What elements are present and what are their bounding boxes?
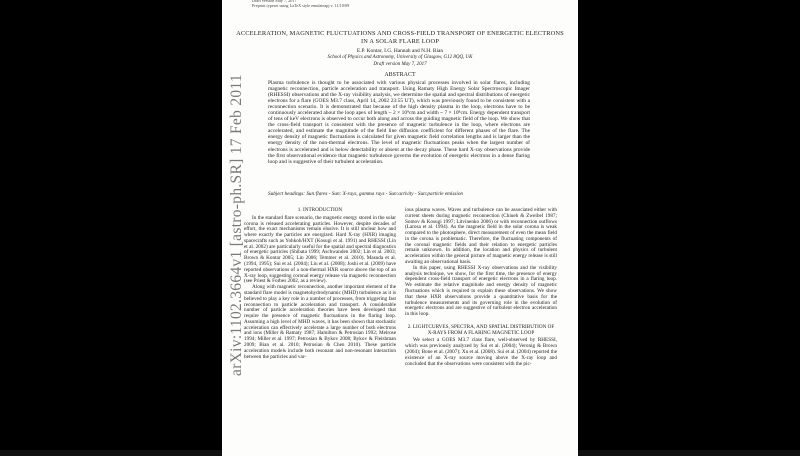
abstract-heading: ABSTRACT — [384, 72, 416, 78]
right-black-margin — [578, 0, 800, 450]
section-heading-lightcurves: 2. LIGHTCURVES, SPECTRA, AND SPATIAL DISTRIBUTION OF X-RAYS FROM A FLARING MAGNETIC LOOP — [407, 323, 555, 336]
preprint-style-line: Preprint typeset using LaTeX style emulateapj v. 11/10/09 — [252, 3, 350, 8]
paragraph: ious plasma waves. Waves and turbulence can be associated either with current sheets during magnetic reconnection (Chiueh & Zweibel 1987; Somov & Kosugi 1997; Litvinenko 2006) or with reconnection outflows (Larosa et al. 1994). As the magnetic field in the solar corona is weak compared to the photosphere, direct measurement of even the mean field in the corona is problematic. Therefore, the fluctuating components of the coronal magnetic fields and their relation to energetic particles remain unknown. In addition, the location and physics of turbulent acceleration within the general picture of magnetic energy release is still awaiting an observational basis. — [405, 207, 557, 266]
preprint-header — [252, 0, 349, 8]
paper-title: ACCELERATION, MAGNETIC FLUCTUATIONS AND CROSS-FIELD TRANSPORT OF ENERGETIC ELECTRONS IN A SOLAR FLARE LOOP — [236, 30, 564, 45]
paragraph: We select a GOES M3.7 class flare, well-observed by RHESSI, which was previously analyzed by Sui et al. (2004); Veronig & Brown (2004); Bone et al. (2007); Xu et al. (2008). Sui et al. (2004) reported the existence of an X-ray source moving above the X-ray loop and concluded that the observations were consistent with the pic- — [405, 337, 557, 367]
right-column — [405, 208, 557, 367]
author-affiliation: School of Physics and Astronomy, University of Glasgow, G12 8QQ, UK — [327, 55, 473, 60]
paper-page — [222, 0, 578, 456]
section-heading-introduction: 1. INTRODUCTION — [297, 207, 343, 213]
paragraph: In this paper, using RHESSI X-ray observations and the visibility analysis technique, we show, for the first time, the presence of energy dependent cross-field transport of energetic electrons in a flaring loop. We estimate the relative magnitude and energy density of magnetic fluctuations which is required to explain these observations. We show that these HXR observations provide a quantitative basis for the turbulence measurements and its governing role in the evolution of energetic electrons and are suggestive of turbulent electron acceleration in this loop. — [405, 264, 557, 318]
draft-version: Draft version May 7, 2017 — [373, 62, 427, 67]
paragraph: Along with magnetic reconnection, another important element of the standard flare model is magnetohydrodynamic (MHD) turbulence as it is believed to play a key role in a number of processes, from triggering fast reconnection to particle acceleration and transport. A considerable number of particle acceleration theories have been developed that require the presence of magnetic fluctuations in the flaring loop. Assuming a high level of MHD waves, it has been shown that stochastic acceleration can effectively accelerate a large number of both electrons and ions (Miller & Ramaty 1987; Hamilton & Petrosian 1992; Melrose 1994; Miller et al. 1997; Petrosian & Bykov 2008; Bykov & Fleishman 2009; Bian et al. 2010; Petrosian & Chen 2010). These particle acceleration models include both resonant and non-resonant interaction between the particles and var- — [244, 284, 396, 360]
left-column — [244, 208, 396, 360]
subject-headings: Subject headings: Sun:flares - Sun: X-rays, gamma rays - Sun:activity - Sun:particle emission — [268, 191, 464, 197]
paragraph: In the standard flare scenario, the magnetic energy stored in the solar corona is released accelerating particles. However, despite decades of effort, the exact mechanisms remain elusive. It is still unclear how and where exactly the particles are energized. Hard X-ray (HXR) imaging spacecrafts such as Yohkoh/HXT (Kosugi et al. 1991) and RHESSI (Lin et al. 2002) are particularly useful for the spatial and spectral diagnostics of energetic particles (Shibata 1999; Aschwanden 2002; Lin et al. 2003; Brown & Kontar 2005; Lin 2006; Temmer et al. 2010). Masuda et al. (1994, 1995); Sui et al. (2004); Liu et al. (2008); Joshi et al. (2009) have reported observations of a non-thermal HXR source above the top of an X-ray loop, suggesting coronal energy release via magnetic reconnection (see Priest & Forbes 2002, as a review). — [244, 214, 396, 285]
paper-authors: E.P. Kontar, I.G. Hannah and N.H. Bian — [356, 48, 444, 54]
arxiv-identifier-text: arXiv:1102.3664v1 [astro-ph.SR] 17 Feb 2011 — [228, 74, 245, 376]
abstract-text: Plasma turbulence is thought to be associated with various physical processes involved in solar flares, including magnetic reconnection, particle acceleration and transport. Using Ramaty High Energy Solar Spectroscopic Imager (RHESSI) observations and the X-ray visibility analysis, we determine the spatial and spectral distributions of energetic electrons for a flare (GOES M3.7 class, April 14, 2002 23:55 UT), which was previously found to be consistent with a reconnection scenario. It is demonstrated that because of the high density plasma in the loop, electrons have to be continuously accelerated about the loop apex of length ~ 2 × 10⁹cm and width ~ 7 × 10⁸cm. Energy dependent transport of tens of keV electrons is observed to occur both along and across the guiding magnetic field of the loop. We show that the cross-field transport is consistent with the presence of magnetic turbulence in the loop, where electrons are accelerated, and estimate the magnitude of the field line diffusion coefficient for different phases of the flare. The energy density of magnetic fluctuations is calculated for given magnetic field correlation lengths and is larger than the energy density of the non-thermal electrons. The level of magnetic fluctuations peaks when the largest number of electrons is accelerated and is below detectability or absent at the decay phase. These hard X-ray observations provide the first observational evidence that magnetic turbulence governs the evolution of energetic electrons in a dense flaring loop and is suggestive of their turbulent acceleration. — [268, 80, 530, 165]
draft-version-line: Draft version May 7, 2017 — [252, 0, 297, 3]
left-black-margin — [0, 0, 222, 450]
